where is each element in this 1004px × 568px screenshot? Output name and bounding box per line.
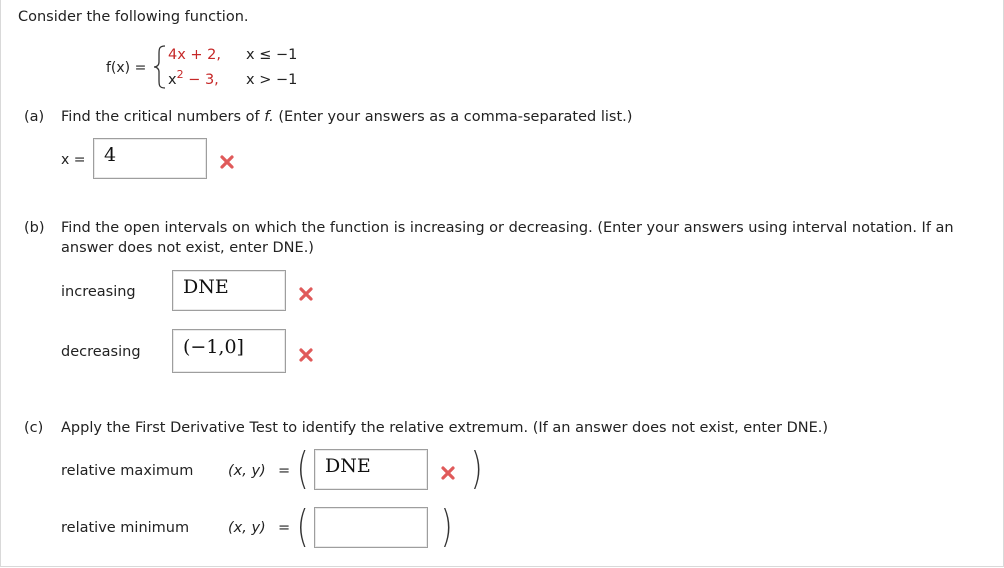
piece1-expression: 4x + 2,: [168, 47, 222, 63]
piece2-expression: [168, 68, 219, 88]
part-b-question-line2: answer does not exist, enter DNE.): [61, 240, 314, 256]
piece2-condition: x > −1: [246, 72, 298, 88]
close-paren: ): [470, 443, 483, 494]
part-a-question: [61, 109, 632, 125]
piece2-exponent: 2: [176, 68, 184, 81]
incorrect-x-icon: [298, 347, 314, 363]
relative-min-label: relative minimum: [61, 520, 190, 536]
part-a-question-post: (Enter your answers as a comma-separated list.): [278, 109, 633, 125]
relative-max-value: DNE: [325, 455, 371, 477]
piece1-condition: x ≤ −1: [246, 47, 298, 63]
critical-numbers-value: 4: [104, 144, 117, 166]
relative-min-equals: =: [278, 520, 291, 536]
part-a-label: (a): [24, 109, 45, 125]
relative-max-xy: (x, y): [228, 463, 266, 479]
part-a-question-var: f.: [264, 109, 274, 125]
decreasing-value: (−1,0]: [183, 336, 244, 358]
relative-min-xy: (x, y): [228, 520, 266, 536]
incorrect-x-icon: [298, 286, 314, 302]
close-paren: ): [440, 501, 453, 552]
piece2-base: x: [168, 71, 177, 88]
incorrect-x-icon: [219, 154, 235, 170]
function-name: f(x) =: [106, 60, 147, 76]
relative-max-equals: =: [278, 463, 291, 479]
part-c-label: (c): [24, 420, 44, 436]
incorrect-x-icon: [440, 465, 456, 481]
relative-min-input[interactable]: [314, 507, 428, 548]
critical-numbers-input[interactable]: [93, 138, 207, 179]
part-b-question-line1: Find the open intervals on which the function is increasing or decreasing. (Enter your answers using interval notation. If an: [61, 220, 954, 236]
decreasing-input[interactable]: [172, 329, 286, 373]
intro-text: Consider the following function.: [18, 9, 249, 25]
open-paren: (: [296, 501, 309, 552]
increasing-input[interactable]: [172, 270, 286, 311]
increasing-value: DNE: [183, 276, 229, 298]
increasing-label: increasing: [61, 284, 136, 300]
part-c-question: Apply the First Derivative Test to identify the relative extremum. (If an answer does not exist, enter DNE.): [61, 420, 829, 436]
relative-max-input[interactable]: [314, 449, 428, 490]
relative-max-label: relative maximum: [61, 463, 194, 479]
left-brace-icon: [152, 44, 168, 90]
part-a-input-label: x =: [61, 152, 86, 168]
decreasing-label: decreasing: [61, 344, 141, 360]
piece2-rest: − 3,: [188, 71, 219, 88]
part-a-question-pre: Find the critical numbers of: [61, 109, 260, 125]
part-b-label: (b): [24, 220, 45, 236]
open-paren: (: [296, 443, 309, 494]
